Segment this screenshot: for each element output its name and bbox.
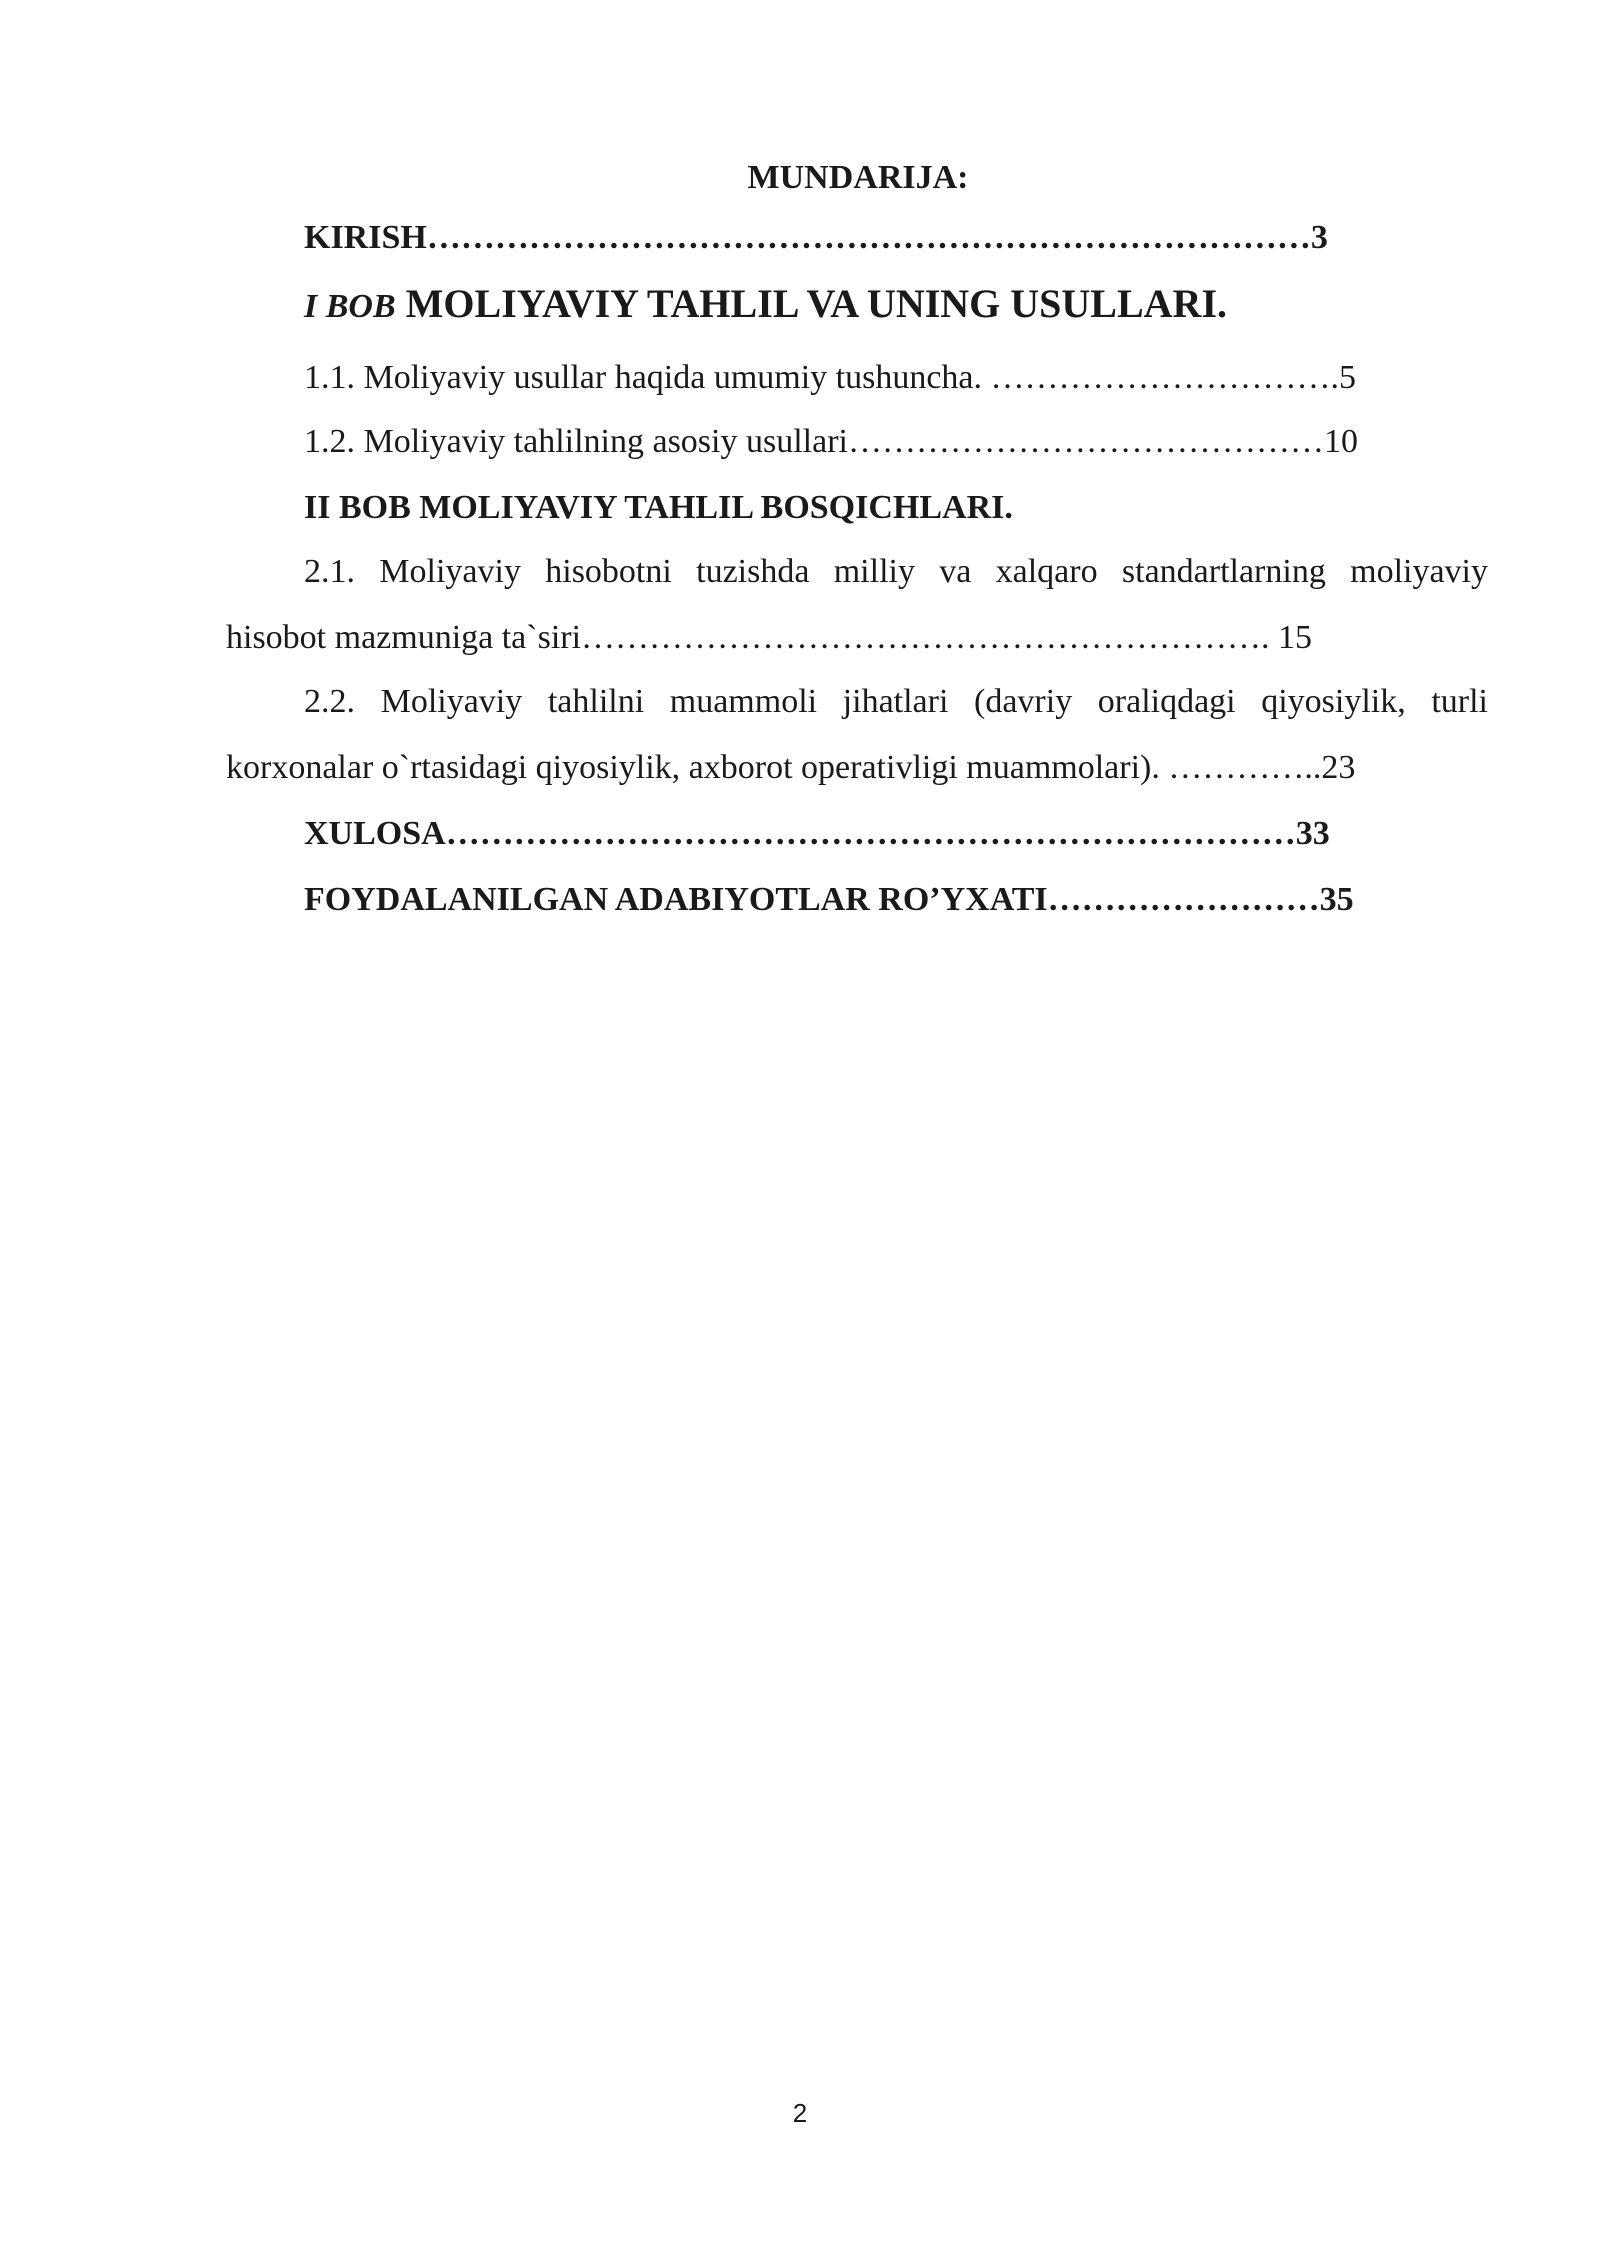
toc-heading: MUNDARIJA: <box>747 159 969 196</box>
toc-entry-kirish: KIRISH……………………………………………………………………3 <box>304 219 1328 256</box>
page-number: 2 <box>792 2098 808 2128</box>
toc-entry-1-2: 1.2. Moliyaviy tahlilning asosiy usullari……………………………………10 <box>304 423 1358 460</box>
chapter-1-label: I BOB <box>304 288 396 325</box>
toc-entry-2-1-line-2: hisobot mazmuniga ta`siri……………………………………………………. 15 <box>226 619 1313 656</box>
toc-entry-1-1: 1.1. Moliyaviy usullar haqida umumiy tushuncha. ………………………….5 <box>304 359 1357 396</box>
toc-entry-chapter-1 <box>228 274 1564 337</box>
toc-entry-2-2-line-1: 2.2. Moliyaviy tahlilni muammoli jihatlari (davriy oraliqdagi qiyosiylik, turli <box>304 683 1488 720</box>
toc-entry-references: FOYDALANILGAN ADABIYOTLAR RO’YXATI……………………35 <box>304 881 1354 918</box>
chapter-1-title: MOLIYAVIY TAHLIL VA UNING USULLARI. <box>405 281 1228 326</box>
toc-entry-2-1-line-1: 2.1. Moliyaviy hisobotni tuzishda milliy va xalqaro standartlarning moliyaviy <box>304 553 1488 590</box>
toc-entry-xulosa: XULOSA…………………………………………………………………33 <box>304 815 1330 852</box>
toc-entry-2-2-line-2: korxonalar o`rtasidagi qiyosiylik, axborot operativligi muammolari). …………..23 <box>226 749 1356 786</box>
toc-entry-chapter-2: II BOB MOLIYAVIY TAHLIL BOSQICHLARI. <box>304 489 1013 526</box>
